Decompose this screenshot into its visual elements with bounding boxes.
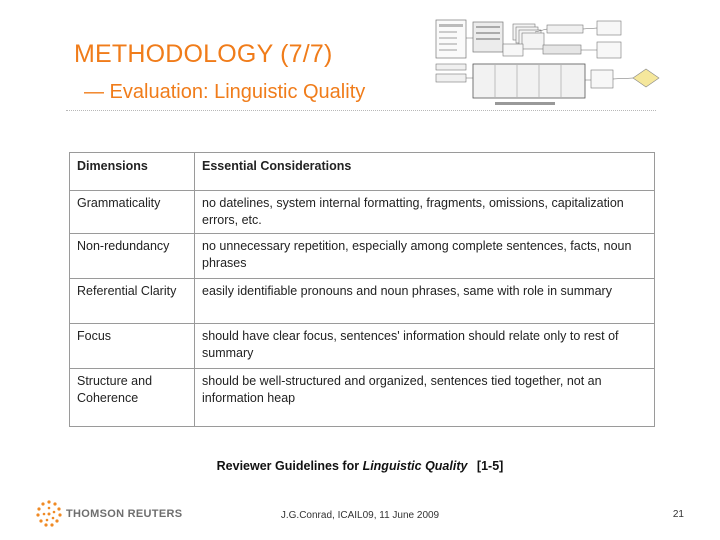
consideration-cell: easily identifiable pronouns and noun phrases, same with role in summary (195, 279, 655, 324)
dimension-cell: Non-redundancy (70, 234, 195, 279)
table-row (70, 279, 655, 324)
dimension-cell: Referential Clarity (70, 279, 195, 324)
table-header-row (70, 153, 655, 191)
table-row (70, 324, 655, 369)
footer-citation: J.G.Conrad, ICAIL09, 11 June 2009 (280, 510, 440, 521)
consideration-cell: should have clear focus, sentences' information should relate only to rest of summary (195, 324, 655, 369)
consideration-cell: no datelines, system internal formatting, fragments, omissions, capitalization errors, etc. (195, 191, 655, 234)
slide-title: METHODOLOGY (7/7) (74, 40, 333, 68)
caption-text: Reviewer Guidelines for (216, 459, 360, 473)
logo-wordmark: THOMSON REUTERS (66, 508, 183, 520)
table-caption (0, 459, 720, 473)
title-divider (66, 110, 656, 111)
system-architecture-diagram-thumbnail (433, 18, 663, 111)
table-row (70, 191, 655, 234)
dimension-cell: Grammaticality (70, 191, 195, 234)
slide-subtitle: — Evaluation: Linguistic Quality (84, 81, 366, 103)
table-row (70, 234, 655, 279)
header-dimensions: Dimensions (70, 153, 195, 191)
page-number: 21 (672, 509, 684, 520)
caption-emphasis: Linguistic Quality (362, 459, 468, 473)
dimension-cell: Structure and Coherence (70, 369, 195, 427)
dimension-cell: Focus (70, 324, 195, 369)
header-essential-considerations: Essential Considerations (195, 153, 655, 191)
linguistic-quality-table (69, 152, 655, 427)
consideration-cell: no unnecessary repetition, especially among complete sentences, facts, noun phrases (195, 234, 655, 279)
consideration-cell: should be well-structured and organized, sentences tied together, not an information heap (195, 369, 655, 427)
caption-reference: [1-5] (476, 459, 504, 473)
table-row (70, 369, 655, 427)
